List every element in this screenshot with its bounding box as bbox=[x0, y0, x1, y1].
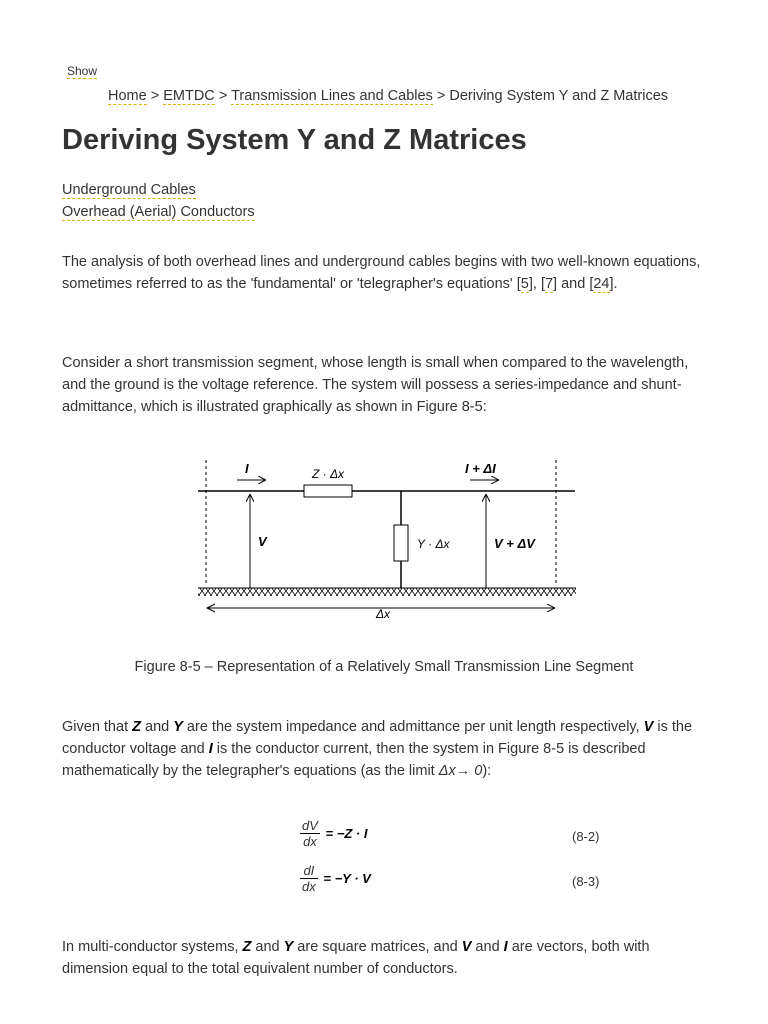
ref-separator: and bbox=[557, 276, 590, 292]
equation-number: (8-3) bbox=[572, 874, 600, 889]
breadcrumb bbox=[108, 88, 668, 104]
ref-link-5[interactable]: 5 bbox=[520, 276, 529, 292]
fraction-denominator: dx bbox=[303, 834, 317, 849]
ref-link-7[interactable]: 7 bbox=[544, 276, 554, 292]
symbol-i: I bbox=[503, 939, 508, 955]
text: In multi-conductor systems, bbox=[62, 939, 243, 955]
limit-expression: Δx→ 0 bbox=[438, 763, 483, 779]
fraction-denominator: dx bbox=[302, 879, 316, 894]
label-segment-length: Δx bbox=[376, 607, 391, 621]
paragraph-segment: Consider a short transmission segment, whose length is small when compared to the wavelength, and the ground is the voltage reference. The system will possess a series-impedance and shunt-admittance, which is illustrated graphically as shown in Figure 8-5: bbox=[62, 355, 689, 415]
label-current-in: I bbox=[245, 461, 249, 476]
symbol-z: Z bbox=[132, 719, 141, 735]
breadcrumb-emtdc-link[interactable]: EMTDC bbox=[163, 88, 215, 104]
fraction-numerator: dV bbox=[302, 818, 318, 833]
text: and bbox=[471, 939, 504, 955]
breadcrumb-separator: > bbox=[150, 88, 160, 104]
paragraph-intro: The analysis of both overhead lines and underground cables begins with two well-known equations, sometimes referred to as the 'fundamental' or 'telegrapher's equations' [5], [7] and [24]. bbox=[62, 254, 701, 292]
text: and bbox=[140, 719, 174, 735]
text: are vectors, both with dimension equal to the total equivalent number of conductors. bbox=[62, 939, 650, 977]
derivative-fraction bbox=[300, 818, 320, 849]
page-title: Deriving System Y and Z Matrices bbox=[62, 124, 527, 156]
equation-8-3 bbox=[300, 863, 371, 894]
paragraph-multiconductor bbox=[62, 936, 712, 980]
text: is the conductor current, then the system in Figure 8-5 is described mathematically by the telegrapher's equations (as the limit bbox=[62, 741, 646, 779]
breadcrumb-separator: > bbox=[436, 88, 446, 104]
breadcrumb-current: Deriving System Y and Z Matrices bbox=[449, 88, 669, 104]
breadcrumb-home-link[interactable]: Home bbox=[108, 88, 147, 104]
paragraph-intro-text: The analysis of both overhead lines and underground cables begins with two well-known equations, sometimes referred to as the 'fundamental' or 'telegrapher's equations' bbox=[62, 254, 701, 292]
label-current-out: I + ΔI bbox=[465, 461, 496, 476]
ref-link-24[interactable]: 24 bbox=[593, 276, 610, 292]
sentence-end: . bbox=[613, 276, 618, 292]
derivative-fraction bbox=[300, 863, 318, 894]
symbol-v: V bbox=[643, 719, 654, 735]
text: are square matrices, and bbox=[293, 939, 462, 955]
symbol-z: Z bbox=[242, 939, 252, 955]
text: is the conductor voltage and bbox=[62, 719, 693, 757]
label-voltage-in: V bbox=[258, 534, 267, 549]
paragraph-definitions bbox=[62, 716, 712, 782]
toc-link-overhead-conductors[interactable]: Overhead (Aerial) Conductors bbox=[62, 204, 255, 220]
text: are the system impedance and admittance per unit length respectively, bbox=[182, 719, 644, 735]
text: ): bbox=[482, 763, 492, 779]
show-link[interactable]: Show bbox=[67, 64, 98, 78]
equation-rhs: = −Y · V bbox=[323, 871, 371, 886]
equation-8-2 bbox=[300, 818, 367, 849]
series-impedance bbox=[304, 485, 352, 497]
label-shunt-admittance: Y · Δx bbox=[417, 537, 450, 551]
table-of-contents bbox=[62, 179, 255, 223]
breadcrumb-separator: > bbox=[218, 88, 228, 104]
symbol-v: V bbox=[461, 939, 472, 955]
breadcrumb-transmission-link[interactable]: Transmission Lines and Cables bbox=[231, 88, 433, 104]
symbol-y: Y bbox=[173, 719, 183, 735]
toc-link-underground-cables[interactable]: Underground Cables bbox=[62, 182, 196, 198]
label-voltage-out: V + ΔV bbox=[494, 536, 535, 551]
fraction-numerator: dI bbox=[300, 863, 318, 879]
shunt-admittance bbox=[394, 525, 408, 561]
ref-separator: , bbox=[532, 276, 541, 292]
symbol-i: I bbox=[208, 741, 213, 757]
ground-hatch bbox=[198, 588, 576, 596]
equation-number: (8-2) bbox=[572, 829, 600, 844]
label-series-impedance: Z · Δx bbox=[312, 467, 345, 481]
symbol-y: Y bbox=[283, 939, 294, 955]
text: Given that bbox=[62, 719, 133, 735]
equation-rhs: = −Z · I bbox=[325, 826, 368, 841]
transmission-segment-diagram bbox=[190, 455, 580, 625]
text: and bbox=[251, 939, 284, 955]
figure-caption: Figure 8-5 – Representation of a Relatively Small Transmission Line Segment bbox=[134, 659, 634, 675]
